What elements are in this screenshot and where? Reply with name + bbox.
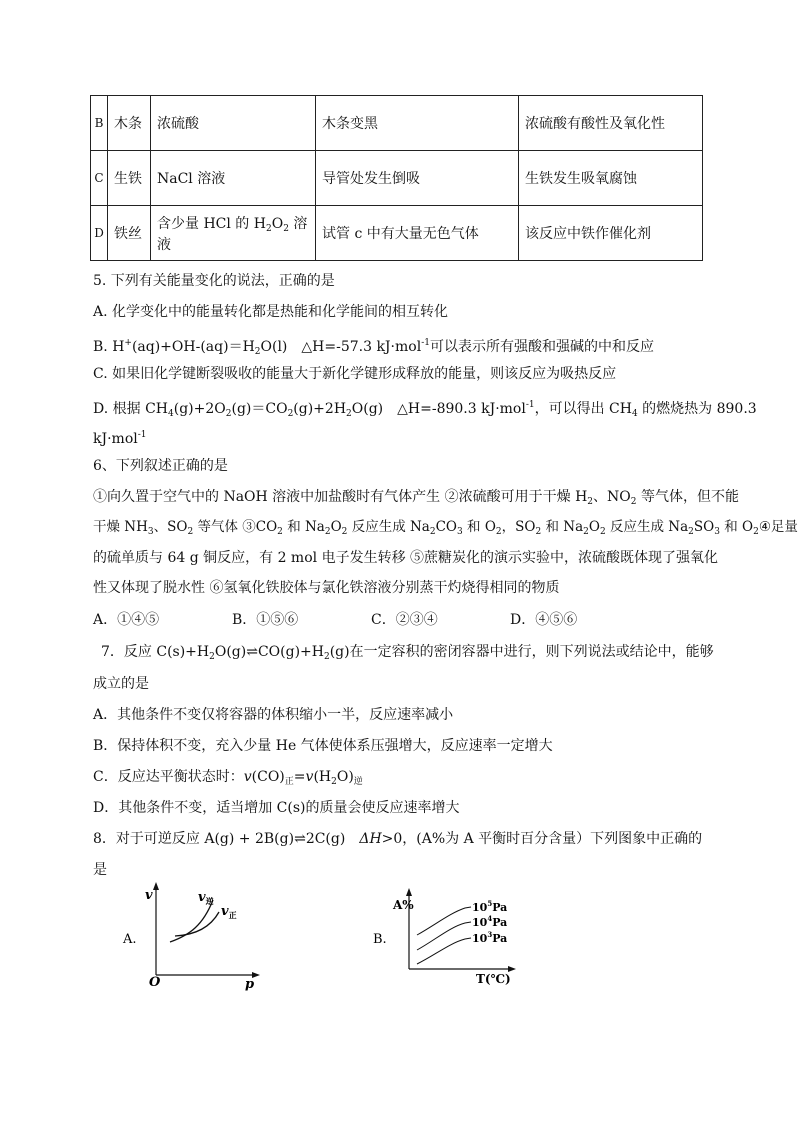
text: (g)在一定容积的密闭容器中进行，则下列说法或结论中，能够 [329, 644, 714, 660]
q7-option-c [93, 767, 363, 792]
graph-b-option-label: B. [373, 932, 387, 947]
label-exp: 3 [487, 930, 493, 939]
text: ΔH [359, 831, 382, 847]
conclusion-cell: 生铁发生吸氧腐蚀 [519, 151, 703, 206]
graph-b-curve2-label [472, 914, 507, 929]
text: (CO) [251, 769, 285, 785]
text: ，SO [501, 519, 536, 535]
label-unit: Pa [492, 932, 508, 945]
q6-line-4: 性又体现了脱水性 ⑥氢氧化铁胶体与氯化铁溶液分别蒸干灼烧得相同的物质 [93, 580, 560, 596]
q5-option-d [93, 395, 757, 424]
graph-a-y-arrow-icon [153, 882, 159, 890]
subscript: 2 [341, 527, 348, 537]
label-unit: Pa [492, 901, 508, 914]
q7-option-b: B．保持体积不变，充入少量 He 气体使体系压强增大，反应速率一定增大 [93, 738, 553, 754]
text: 2C(g) [305, 831, 360, 847]
text: SO [693, 519, 715, 535]
text: v [305, 769, 314, 785]
subscript: 逆 [353, 777, 363, 787]
label-base: 10 [472, 916, 488, 929]
label-unit: Pa [492, 916, 508, 929]
subscript: 2 [277, 527, 283, 537]
graph-b-x-label: T(℃) [476, 972, 511, 986]
text: (g)+2H [293, 401, 347, 417]
reagent-text: 含少量 HCl 的 H [157, 215, 266, 232]
superscript: -1 [525, 400, 535, 410]
text: (g)+2O [173, 401, 226, 417]
q7-stem-cont: 成立的是 [93, 676, 149, 692]
graph-b-y-arrow-icon [406, 888, 412, 896]
material-cell: 生铁 [108, 151, 151, 206]
graph-a-y-label: v [145, 888, 153, 903]
subscript: 2 [429, 527, 436, 537]
graph-b [365, 885, 535, 990]
subscript: 2 [209, 652, 215, 662]
q6-line-1 [93, 487, 739, 512]
text: O [330, 519, 342, 535]
text: 等气体 ③CO [193, 519, 278, 535]
text: O(l) △H=-57.3 kJ·mol [260, 339, 422, 355]
text: ，可以得出 CH [534, 401, 632, 417]
subscript: 2 [495, 527, 502, 537]
q5-option-a: A. 化学变化中的能量转化都是热能和化学能间的相互转化 [93, 304, 449, 320]
subscript: 2 [254, 347, 261, 357]
text: O(g) △H=-890.3 kJ·mol [351, 401, 526, 417]
text: B. H [93, 339, 125, 355]
text: 的燃烧热为 890.3 [637, 401, 757, 417]
q7-stem [101, 642, 714, 667]
table-row [91, 206, 703, 261]
text: CO(g)+H [257, 644, 324, 660]
q6-choice-b: B．①⑤⑥ [232, 612, 299, 628]
subscript: 3 [457, 527, 463, 537]
table-row [91, 151, 703, 206]
graph-b-curve3-label [472, 930, 507, 945]
label-exp: 5 [487, 899, 493, 908]
q8-stem-cont: 是 [93, 862, 107, 878]
text: kJ·mol [93, 431, 138, 447]
q6-choice-c: C．②③④ [371, 612, 438, 628]
subscript: 2 [753, 527, 759, 537]
q5-option-b [93, 333, 654, 362]
text: 、NO [593, 489, 631, 505]
subscript: 2 [599, 527, 606, 537]
text: (H [313, 769, 332, 785]
text: = [293, 769, 306, 785]
text: >0，(A%为 A 平衡时百分含量）下列图象中正确的 [381, 831, 703, 847]
q6-line-3: 的硫单质与 64 g 铜反应，有 2 mol 电子发生转移 ⑤蔗糖炭化的演示实验中，浓硫酸既体现了强氧化 [93, 550, 719, 566]
text: O(g) [214, 644, 247, 660]
text: CO [435, 519, 457, 535]
conclusion-cell: 该反应中铁作催化剂 [519, 206, 703, 261]
subscript: 2 [331, 777, 337, 787]
graph-a-option-label: A. [123, 932, 137, 947]
text: O) [336, 769, 354, 785]
q7-option-a: A．其他条件不变仅将容器的体积缩小一半，反应速率减小 [93, 707, 454, 723]
subscript: 2 [587, 497, 594, 507]
q6-line-2 [93, 517, 798, 542]
superscript: -1 [421, 338, 430, 348]
graph-b-curve-1 [417, 907, 471, 935]
subscript: 2 [535, 527, 542, 537]
graph-a-origin: O [149, 975, 161, 990]
text: 反应生成 Na [347, 519, 430, 535]
row-label: B [91, 96, 108, 151]
row-label: D [91, 206, 108, 261]
reagent-cell: NaCl 溶液 [151, 151, 316, 206]
graph-b-curve-2 [417, 922, 471, 950]
text: (aq)+OH-(aq)＝H [131, 339, 255, 355]
subscript: 2 [324, 527, 331, 537]
graph-b-curve1-label [472, 899, 507, 914]
q5-option-c: C. 如果旧化学键断裂吸收的能量大于新化学键形成释放的能量，则该反应为吸热反应 [93, 366, 617, 382]
phenomenon-cell: 试管 c 中有大量无色气体 [316, 206, 519, 261]
reagent-cell [151, 206, 316, 261]
subscript: 2 [283, 223, 289, 234]
reagent-text: O [271, 215, 284, 232]
text: O [588, 519, 600, 535]
text: 可以表示所有强酸和强碱的中和反应 [429, 339, 654, 355]
curve-label: v [198, 890, 206, 905]
text: 7．反应 C(s)+H [101, 644, 210, 660]
subscript: 正 [284, 777, 294, 787]
superscript: + [124, 338, 132, 348]
subscript: 2 [630, 497, 637, 507]
graph-a-curve1-label [198, 890, 214, 906]
subscript: 2 [323, 652, 330, 662]
subscript: 2 [187, 527, 194, 537]
text: 干燥 NH [93, 519, 148, 535]
text: 等气体，但不能 [636, 489, 739, 505]
subscript: 2 [583, 527, 589, 537]
text: 和 Na [282, 519, 325, 535]
text: 和 Na [541, 519, 584, 535]
subscript: 2 [287, 409, 294, 419]
phenomenon-cell: 导管处发生倒吸 [316, 151, 519, 206]
graph-a [115, 880, 275, 990]
label-base: 10 [472, 932, 488, 945]
subscript: 2 [346, 409, 352, 419]
q6-choice-a: A．①④⑤ [93, 612, 160, 628]
text: v [243, 769, 252, 785]
row-label: C [91, 151, 108, 206]
phenomenon-cell: 木条变黑 [316, 96, 519, 151]
curve-label-sub: 正 [228, 910, 237, 920]
subscript: 2 [225, 409, 232, 419]
graph-a-x-label: p [245, 977, 255, 992]
text: C．反应达平衡状态时： [93, 769, 244, 785]
subscript: 3 [147, 527, 154, 537]
conclusion-cell: 浓硫酸有酸性及氧化性 [519, 96, 703, 151]
graph-b-curve-3 [417, 938, 471, 964]
q5-stem: 5. 下列有关能量变化的说法，正确的是 [93, 273, 335, 289]
text: D. 根据 CH [93, 401, 168, 417]
reagent-cell: 浓硫酸 [151, 96, 316, 151]
text: 8．对于可逆反应 A(g) + 2B(g) [93, 831, 295, 847]
q7-option-d: D．其他条件不变，适当增加 C(s)的质量会使反应速率增大 [93, 800, 460, 816]
subscript: 3 [714, 527, 720, 537]
curve-label: v [221, 904, 229, 919]
material-cell: 木条 [108, 96, 151, 151]
curve-label-sub: 逆 [205, 896, 214, 906]
q8-stem [93, 829, 702, 849]
graph-a-curve-forward [175, 912, 219, 936]
graph-a-curve2-label [221, 904, 237, 920]
equilibrium-arrow-icon: ⇌ [246, 644, 258, 660]
reagent-text: 溶液 [157, 215, 308, 253]
experiment-table [90, 95, 703, 261]
text: 和 O [719, 519, 754, 535]
label-base: 10 [472, 901, 488, 914]
label-exp: 4 [487, 914, 493, 923]
text: ④足量 [758, 519, 798, 535]
subscript: 2 [688, 527, 694, 537]
subscript: 4 [631, 409, 638, 419]
q5-option-d-cont [93, 425, 147, 449]
text: (g)＝CO [231, 401, 288, 417]
text: 、SO [153, 519, 188, 535]
equilibrium-arrow-icon: ⇌ [294, 831, 306, 847]
q6-stem: 6、下列叙述正确的是 [93, 458, 228, 474]
text: 和 O [462, 519, 496, 535]
table-row [91, 96, 703, 151]
superscript: -1 [137, 430, 147, 440]
subscript: 2 [265, 223, 272, 234]
q6-choice-d: D．④⑤⑥ [510, 612, 578, 628]
graph-b-y-label: A% [393, 898, 414, 912]
text: ①向久置于空气中的 NaOH 溶液中加盐酸时有气体产生 ②浓硫酸可用于干燥 H [93, 489, 588, 505]
subscript: 4 [168, 409, 174, 419]
text: 反应生成 Na [605, 519, 689, 535]
material-cell: 铁丝 [108, 206, 151, 261]
